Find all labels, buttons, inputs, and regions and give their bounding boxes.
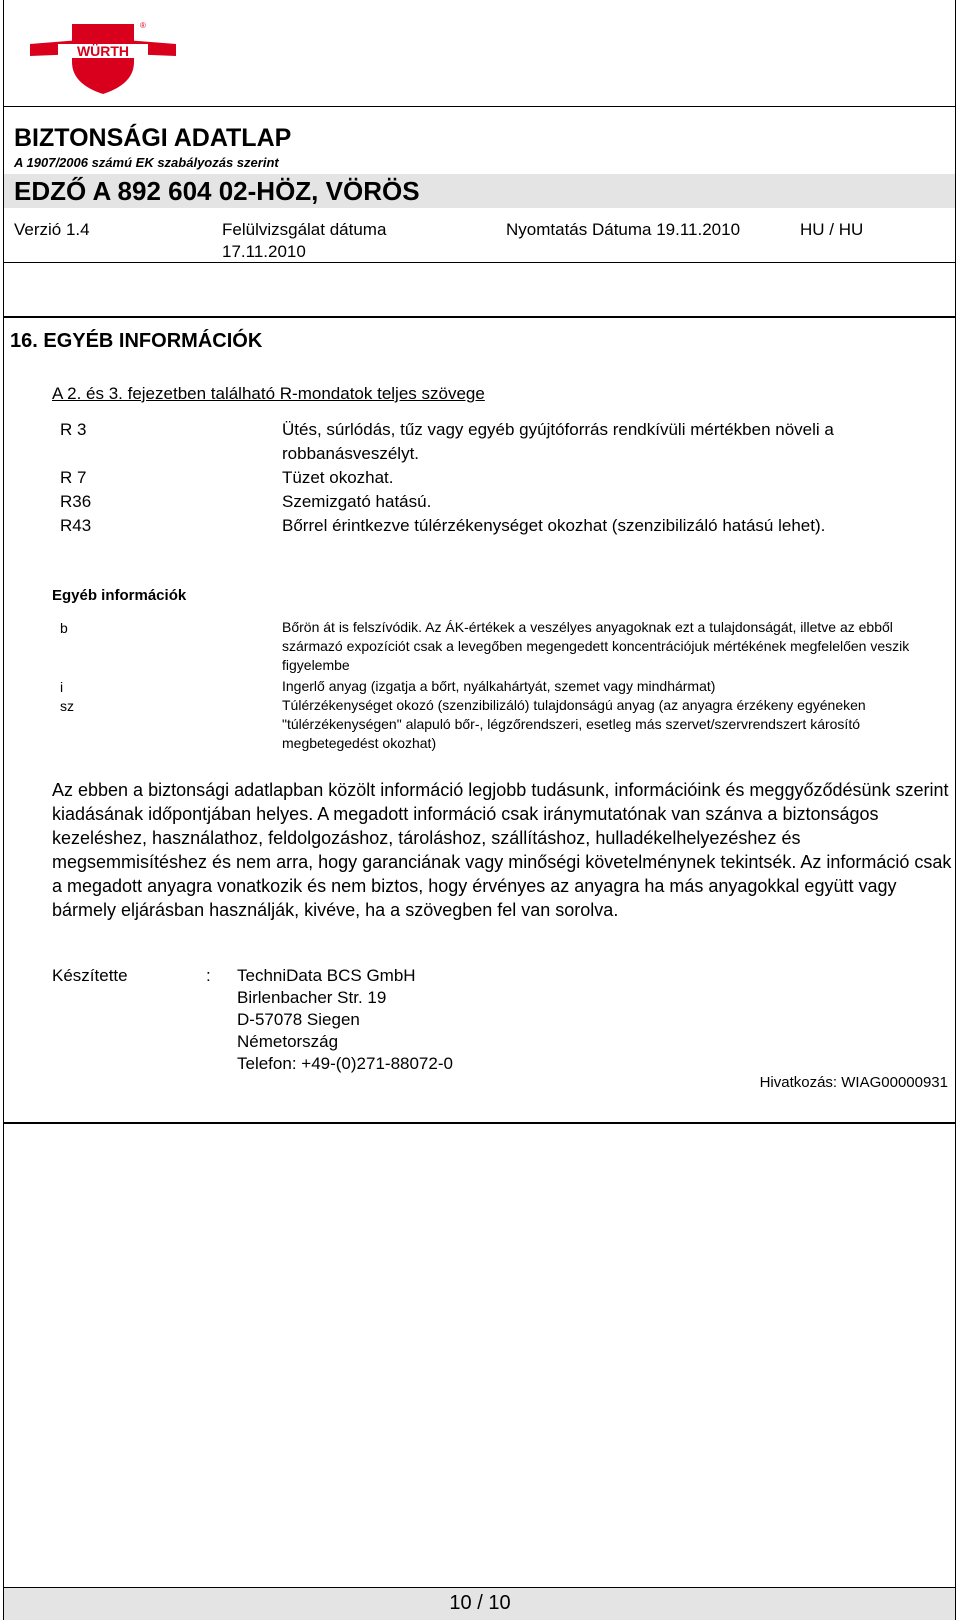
header-rule-top — [4, 106, 955, 107]
abbreviation-text: Bőrön át is felszívódik. Az ÁK-értékek a veszélyes anyagoknak ezt a tulajdonságát, illetve az ebből származó expozíciót csak a levegőben megengedett koncentrációjuk mértékének megfelelően veszik figyelembe — [282, 619, 910, 673]
registered-mark: ® — [140, 21, 146, 30]
preparer-country: Németország — [237, 1032, 339, 1051]
section-title: 16. EGYÉB INFORMÁCIÓK — [10, 330, 263, 352]
r-phrase-text: Szemizgató hatású. — [282, 492, 432, 511]
logo-text: WÜRTH — [76, 43, 130, 59]
locale-code: HU / HU — [800, 220, 864, 239]
r-phrase-text: Tüzet okozhat. — [282, 468, 394, 487]
r-phrase-code: R 7 — [60, 468, 87, 487]
print-date: Nyomtatás Dátuma 19.11.2010 — [506, 220, 741, 239]
disclaimer-paragraph: Az ebben a biztonsági adatlapban közölt információ legjobb tudásunk, információink és meggyőződésünk szerint kiadásának időpontjában helyes. A megadott információ csak iránymutatónak van szánva a biztonságos kezeléshez, használathoz, feldolgozáshoz, tároláshoz, szállításhoz, hulladékelhelyezéshez és megsemmisítéshez és nem arra, hogy garanciának vagy minőségi követelménynek tekintsék. Az információ csak a megadott anyagra vonatkozik és nem biztos, hogy érvényes az anyagra ha más anyagokkal együtt vagy bármely eljárásban használják, kivéve, ha a szövegben fel van sorolva. — [52, 780, 952, 920]
r-phrases-heading: A 2. és 3. fejezetben található R-mondatok teljes szövege — [52, 384, 485, 403]
preparer-street: Birlenbacher Str. 19 — [237, 988, 387, 1007]
other-info-heading: Egyéb információk — [52, 587, 187, 604]
review-date-label: Felülvizsgálat dátuma — [222, 220, 387, 239]
wurth-logo-icon — [28, 18, 178, 96]
prepared-by-label: Készítette — [52, 966, 128, 985]
abbreviation-code: b — [60, 620, 68, 636]
header-rule-middle — [4, 262, 955, 263]
section-end-rule — [4, 1122, 955, 1124]
r-phrase-code: R36 — [60, 492, 92, 511]
regulation-subtitle: A 1907/2006 számú EK szabályozás szerint — [14, 155, 279, 170]
page-number: 10 / 10 — [449, 1592, 511, 1614]
header-rule-bottom — [4, 316, 955, 318]
r-phrase-code: R 3 — [60, 420, 87, 439]
r-phrase-text: Bőrrel érintkezve túlérzékenységet okozhat (szenzibilizáló hatású lehet). — [282, 516, 826, 535]
prepared-by-colon: : — [206, 966, 211, 985]
reference-code: Hivatkozás: WIAG00000931 — [759, 1074, 948, 1091]
r-phrase-code: R43 — [60, 516, 92, 535]
footer-rule — [4, 1587, 955, 1588]
review-date-value: 17.11.2010 — [222, 242, 306, 261]
preparer-city: D-57078 Siegen — [237, 1010, 360, 1029]
preparer-company: TechniData BCS GmbH — [237, 966, 416, 985]
abbreviation-text: Túlérzékenységet okozó (szenzibilizáló) tulajdonságú anyag (az anyagra érzékeny egyéneken "túlérzékenységen" alapuló bőr-, légzőrendszeri, esetleg más szervet/szervrendszert károsító megbetegedést okozhat) — [282, 697, 866, 751]
r-phrase-text: Ütés, súrlódás, tűz vagy egyéb gyújtóforrás rendkívüli mértékben növeli a robbanásveszélyt. — [282, 420, 834, 463]
version-label: Verzió 1.4 — [14, 220, 90, 239]
preparer-phone: Telefon: +49-(0)271-88072-0 — [237, 1054, 453, 1073]
abbreviation-text: Ingerlő anyag (izgatja a bőrt, nyálkahártyát, szemet vagy mindhármat) — [282, 678, 716, 694]
abbreviation-code: i — [60, 679, 64, 695]
document-title: BIZTONSÁGI ADATLAP — [14, 124, 292, 152]
abbreviation-code: sz — [60, 698, 74, 714]
wurth-logo — [28, 18, 178, 96]
product-name: EDZŐ A 892 604 02-HÖZ, VÖRÖS — [14, 176, 420, 206]
